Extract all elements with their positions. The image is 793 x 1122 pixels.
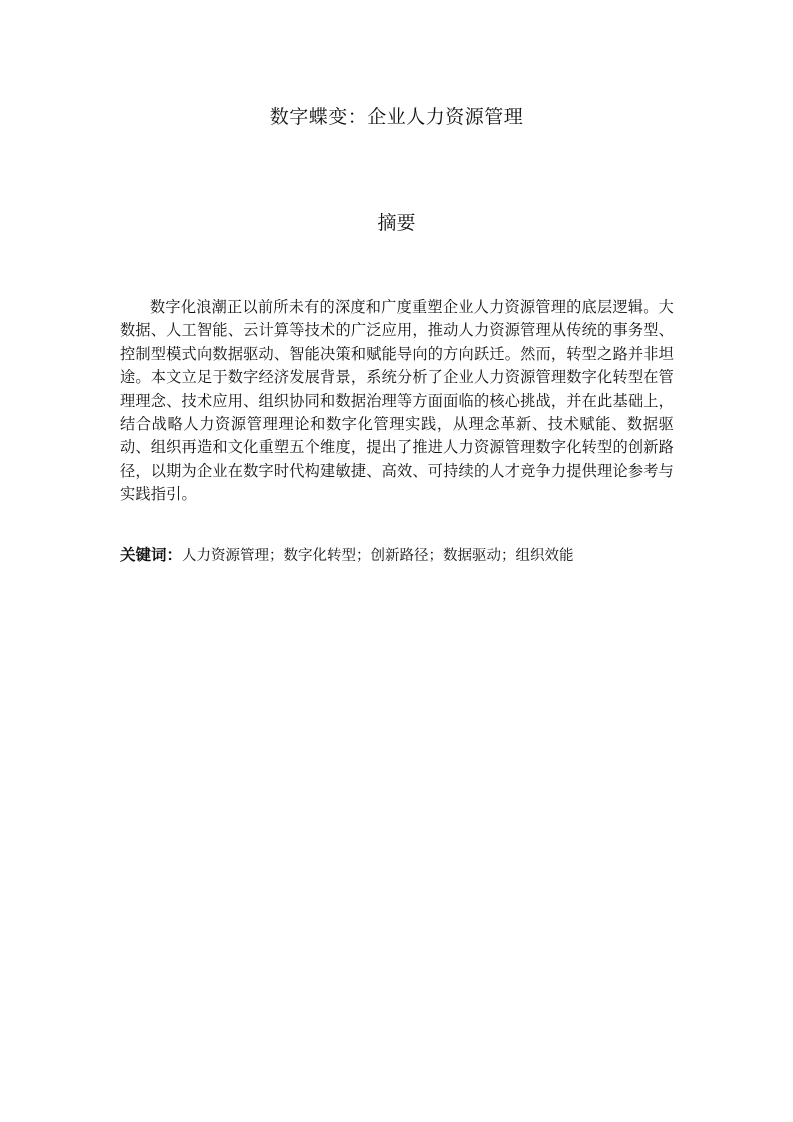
keywords-line — [120, 543, 680, 568]
keywords-text: 人力资源管理；数字化转型；创新路径；数据驱动；组织效能 — [182, 548, 574, 564]
keywords-label: 关键词： — [120, 546, 183, 564]
document-title: 数字蝶变：企业人力资源管理 — [269, 106, 524, 128]
abstract-heading: 摘要 — [377, 212, 416, 234]
abstract-paragraph: 数字化浪潮正以前所未有的深度和广度重塑企业人力资源管理的底层逻辑。大数据、人工智能、云计算等技术的广泛应用，推动人力资源管理从传统的事务型、控制型模式向数据驱动、智能决策和赋能导向的方向跃迁。然而，转型之路并非坦途。本文立足于数字经济发展背景，系统分析了企业人力资源管理数字化转型在管理理念、技术应用、组织协同和数据治理等方面面临的核心挑战，并在此基础上，结合战略人力资源管理理论和数字化管理实践，从理念革新、技术赋能、数据驱动、组织再造和文化重塑五个维度，提出了推进人力资源管理数字化转型的创新路径，以期为企业在数字时代构建敏捷、高效、可持续的人才竞争力提供理论参考与实践指引。 — [120, 298, 674, 504]
